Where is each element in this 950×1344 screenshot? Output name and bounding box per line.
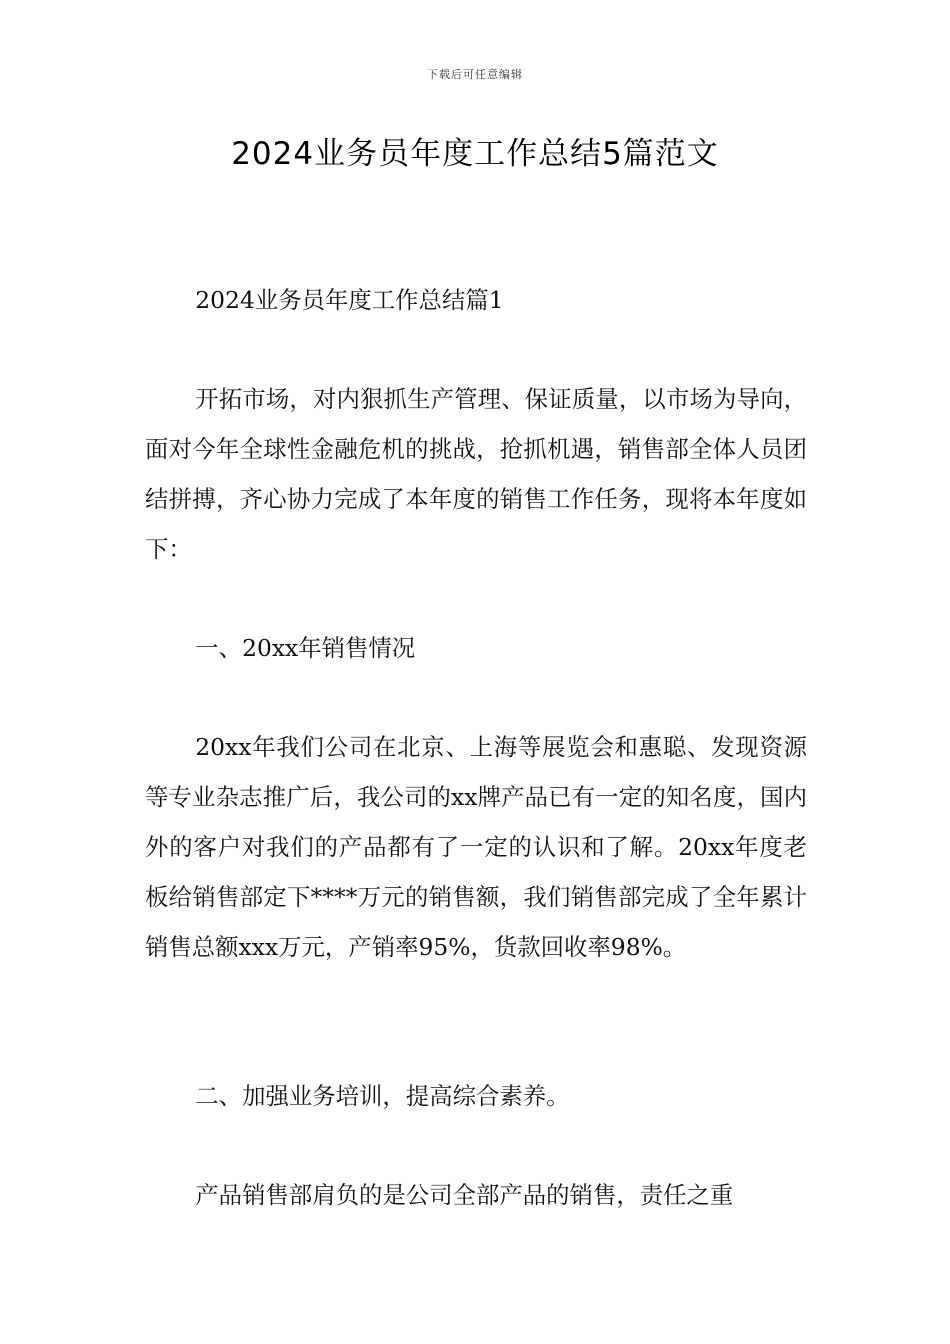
document-title: 2024业务员年度工作总结5篇范文 <box>231 136 719 172</box>
sales-paragraph: 20xx年我们公司在北京、上海等展览会和惠聪、发现资源等专业杂志推广后，我公司的xx牌产品已有一定的知名度，国内外的客户对我们的产品都有了一定的认识和了解。20xx年度老板给销售部定下****万元的销售额，我们销售部完成了全年累计销售总额xxx万元，产销率95%，货款回收率98%。 <box>145 733 807 961</box>
section-heading-sales: 一、20xx年销售情况 <box>195 634 416 662</box>
training-paragraph: 产品销售部肩负的是公司全部产品的销售，责任之重 <box>195 1181 734 1209</box>
section-heading-training: 二、加强业务培训，提高综合素养。 <box>195 1082 570 1110</box>
part-heading: 2024业务员年度工作总结篇1 <box>195 286 504 314</box>
intro-paragraph: 开拓市场，对内狠抓生产管理、保证质量，以市场为导向，面对今年全球性金融危机的挑战，抢抓机遇，销售部全体人员团结拼搏，齐心协力完成了本年度的销售工作任务，现将本年度如下： <box>145 385 807 563</box>
header-note: 下载后可任意编辑 <box>427 68 523 81</box>
